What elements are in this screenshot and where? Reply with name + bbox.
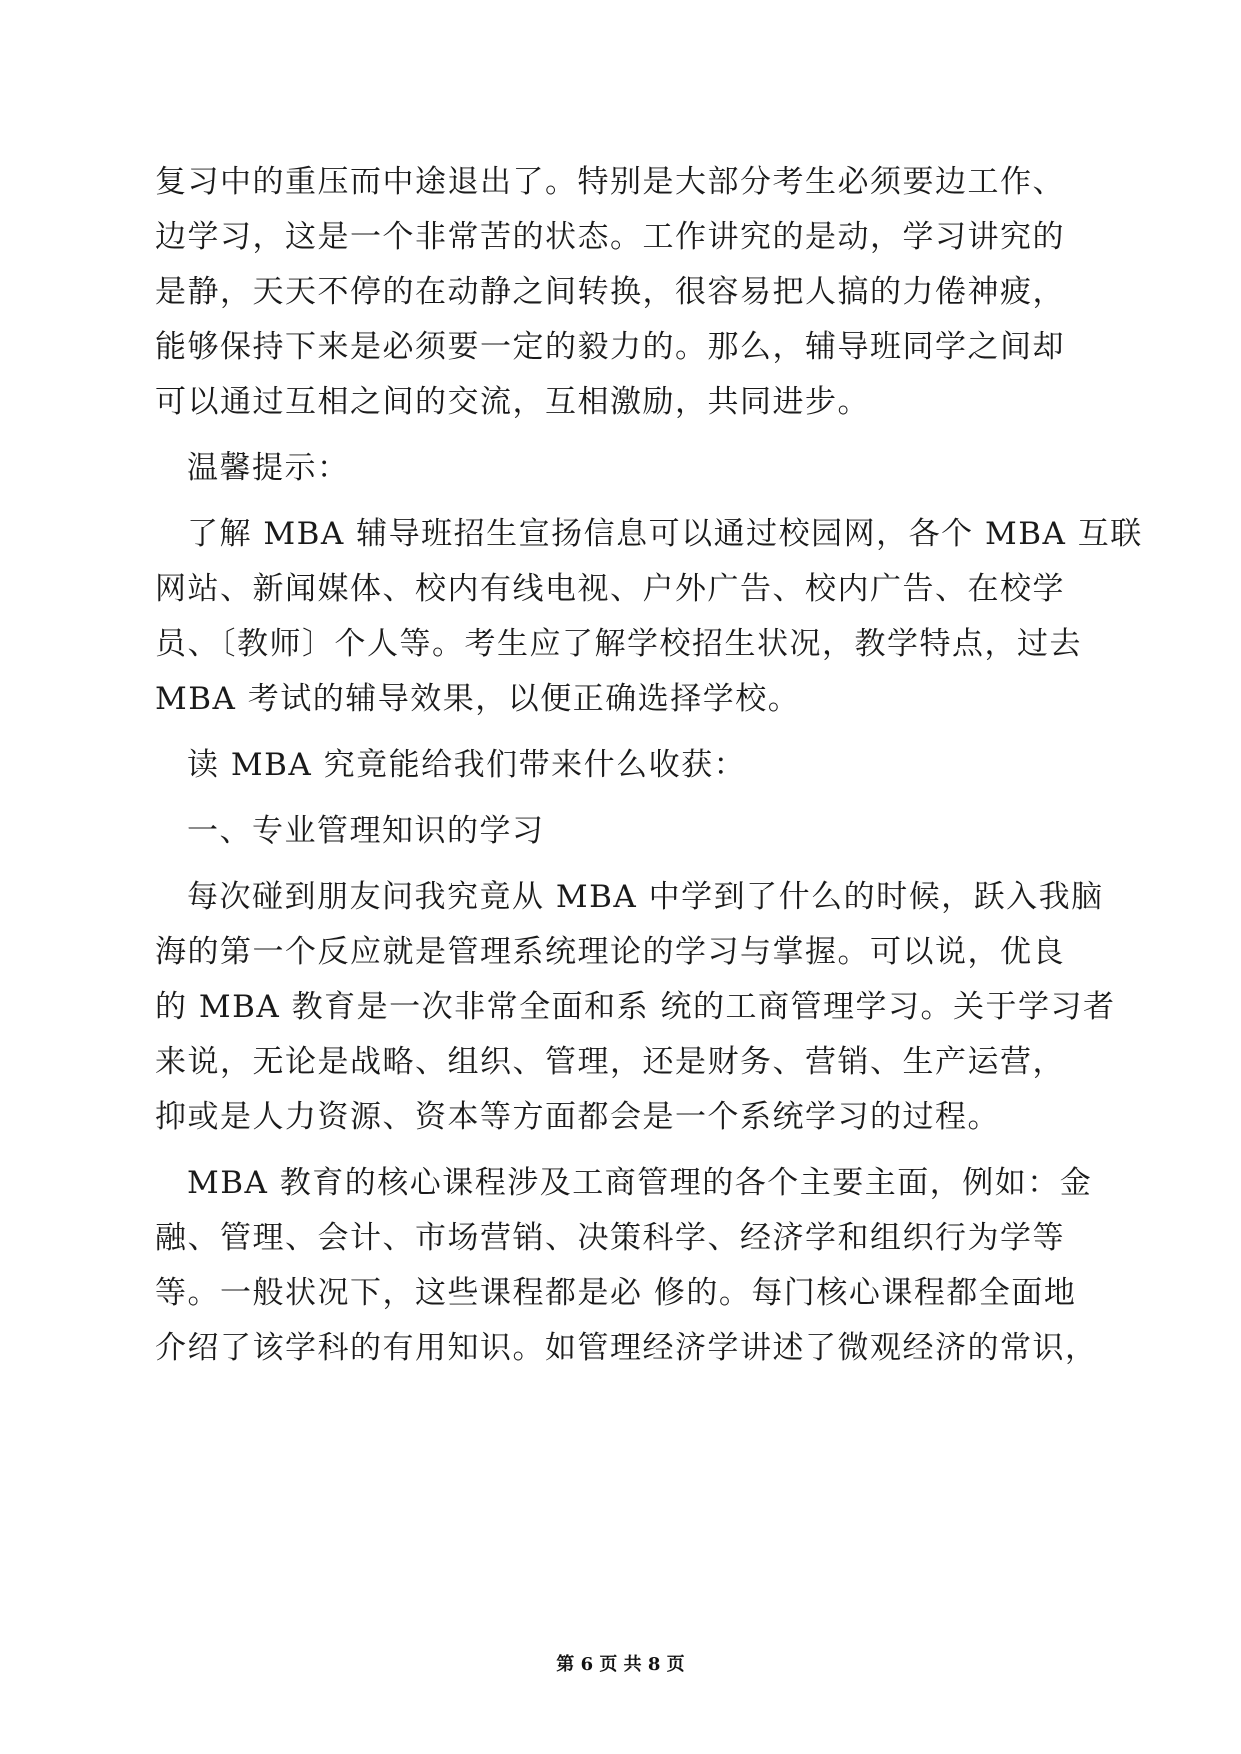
paragraph (155, 441, 1085, 496)
text-line: 等。一般状况下，这些课程都是必 修的。每门核心课程都全面地 (155, 1275, 1077, 1311)
text-line: 网站、新闻媒体、校内有线电视、户外广告、校内广告、在校学 (155, 571, 1065, 607)
text-line: 抑或是人力资源、资本等方面都会是一个系统学习的过程。 (155, 1099, 1000, 1135)
text-line: 介绍了该学科的有用知识。如管理经济学讲述了微观经济的常识， (155, 1330, 1098, 1366)
paragraph (155, 155, 1085, 430)
section-heading: 读 MBA 究竟能给我们带来什么收获： (187, 747, 747, 783)
paragraph (155, 1156, 1098, 1376)
text-line: 复习中的重压而中途退出了。特别是大部分考生必须要边工作、 (155, 164, 1065, 200)
text-line: 能够保持下来是必须要一定的毅力的。那么，辅导班同学之间却 (155, 329, 1065, 365)
paragraph (155, 804, 1085, 859)
page-number: 第 6 页 共 8 页 (556, 1654, 685, 1675)
text-line: 来说，无论是战略、组织、管理，还是财务、营销、生产运营， (155, 1044, 1065, 1080)
section-heading: 一、专业管理知识的学习 (187, 813, 545, 849)
text-line: 可以通过互相之间的交流，互相激励，共同进步。 (155, 384, 870, 420)
text-line: 海的第一个反应就是管理系统理论的学习与掌握。可以说，优良 (155, 934, 1065, 970)
paragraph (155, 738, 1085, 793)
paragraph (155, 870, 1116, 1145)
text-line: 员、〔教师〕个人等。考生应了解学校招生状况，教学特点，过去 (155, 626, 1082, 662)
paragraph (155, 507, 1143, 727)
text-line: MBA 考试的辅导效果，以便正确选择学校。 (155, 681, 801, 717)
text-line: 是静，天天不停的在动静之间转换，很容易把人搞的力倦神疲， (155, 274, 1065, 310)
section-heading: 温馨提示： (187, 450, 350, 486)
text-line: 每次碰到朋友问我究竟从 MBA 中学到了什么的时候，跃入我脑 (187, 879, 1104, 915)
text-line: 边学习，这是一个非常苦的状态。工作讲究的是动，学习讲究的 (155, 219, 1065, 255)
text-line: 的 MBA 教育是一次非常全面和系 统的工商管理学习。关于学习者 (155, 989, 1116, 1025)
text-line: 了解 MBA 辅导班招生宣扬信息可以通过校园网，各个 MBA 互联 (187, 516, 1143, 552)
text-line: MBA 教育的核心课程涉及工商管理的各个主要主面，例如：金 (187, 1165, 1093, 1201)
document-body (155, 155, 1143, 1376)
text-line: 融、管理、会计、市场营销、决策科学、经济学和组织行为学等 (155, 1220, 1065, 1256)
